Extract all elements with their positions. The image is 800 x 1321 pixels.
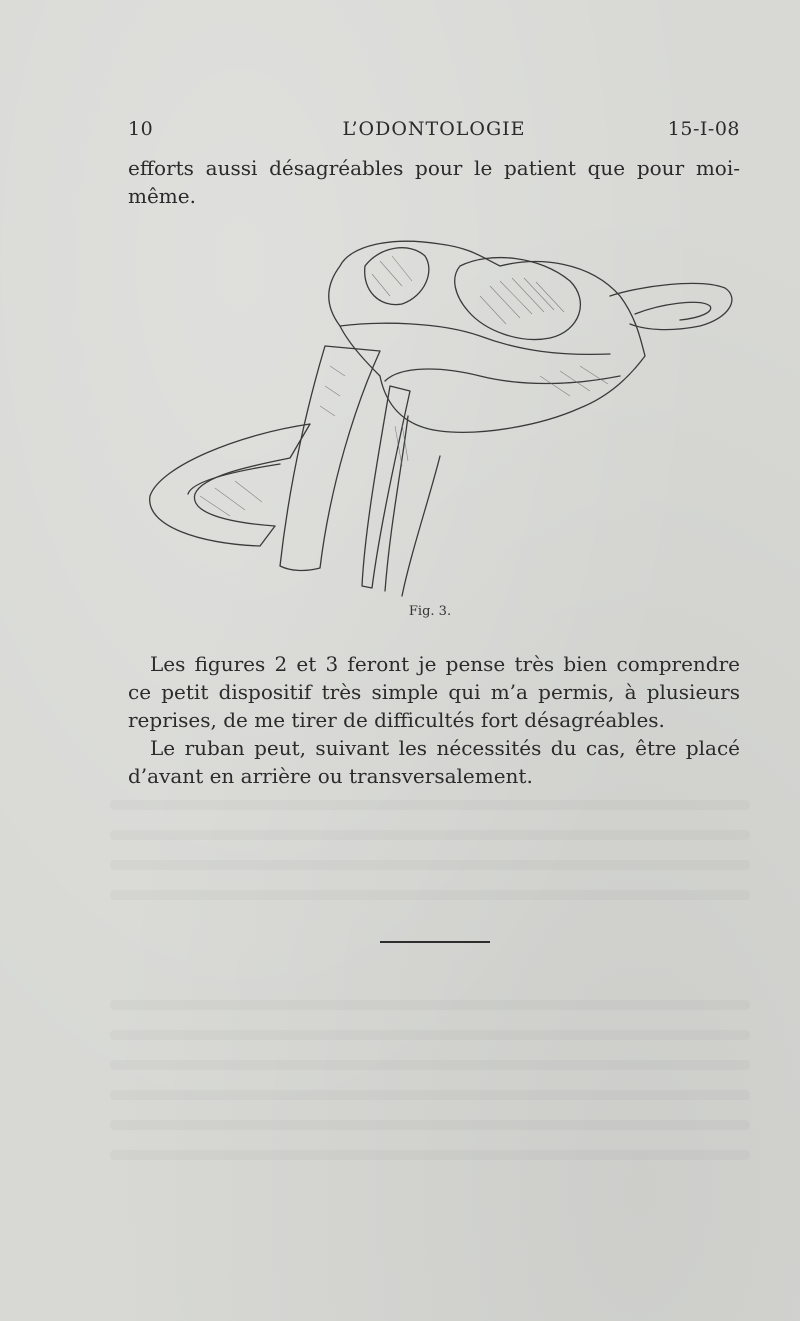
bleed-through-mark [110,800,750,810]
figure-3-illustration [140,226,740,606]
bleed-through-mark [110,1000,750,1010]
paragraph-figures: Les figures 2 et 3 feront je pense très bien comprendre ce petit dispositif très simple qui m’a permis, à plusieurs reprises, de me tirer de difficultés fort désagréables. [128,652,740,732]
bleed-through-mark [110,860,750,870]
issue-date: 15-I-08 [667,118,740,140]
bleed-through-mark [110,1060,750,1070]
bleed-through-mark [110,1030,750,1040]
bleed-through-mark [110,1090,750,1100]
paragraph-continuation: efforts aussi désagréables pour le patient que pour moi-même. [128,156,740,208]
running-header [128,118,740,144]
figure-caption: Fig. 3. [408,604,452,619]
bleed-through-mark [110,1120,750,1130]
bleed-through-mark [110,890,750,900]
section-divider [380,941,490,943]
page-number: 10 [128,118,154,140]
bleed-through-mark [110,1150,750,1160]
paragraph-ribbon: Le ruban peut, suivant les nécessités du cas, être placé d’avant en arrière ou transversalement. [128,736,740,788]
journal-title: L’ODONTOLOGIE [342,118,526,140]
bleed-through-mark [110,830,750,840]
